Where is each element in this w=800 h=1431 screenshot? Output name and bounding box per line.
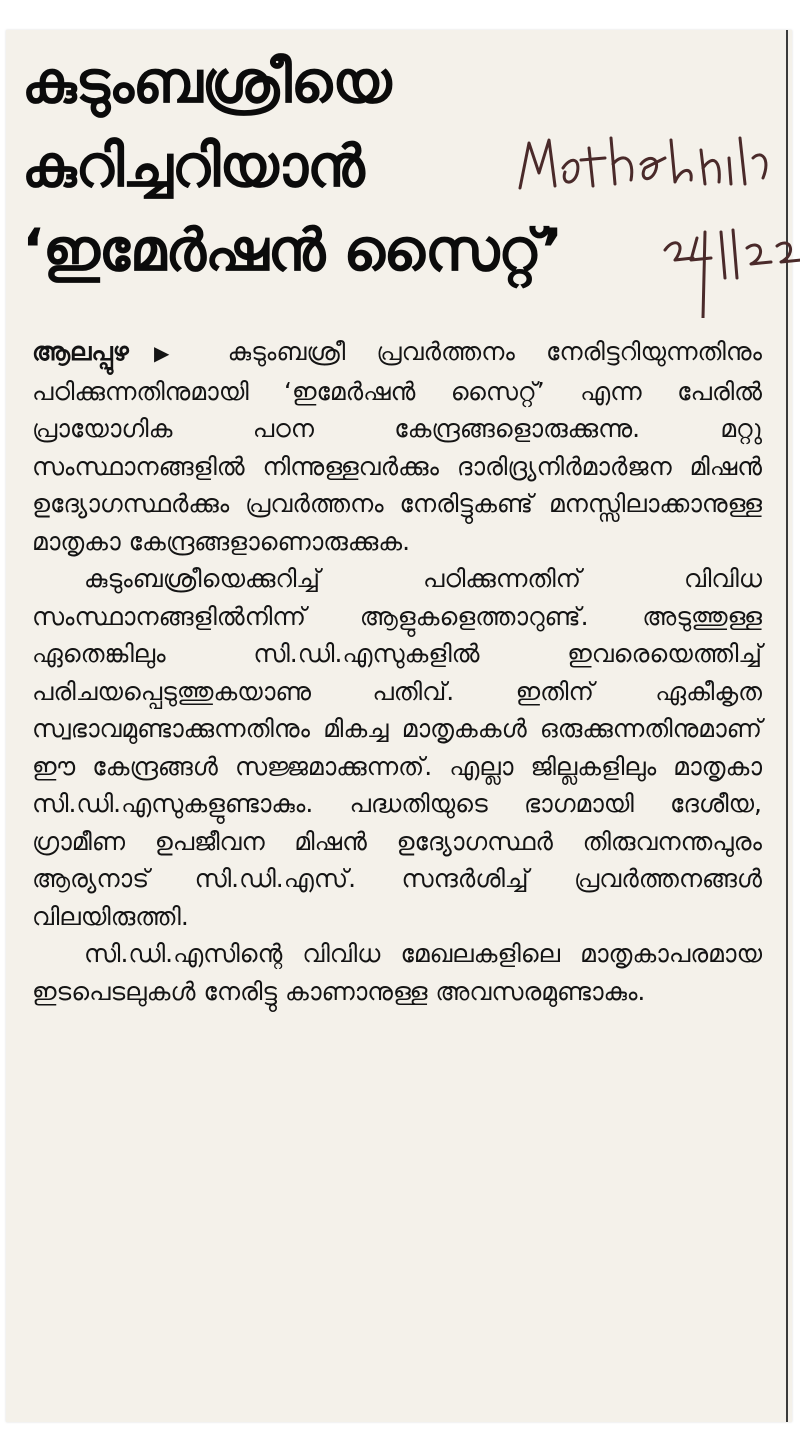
dateline: ആലപ്പുഴ — [32, 337, 129, 366]
headline — [22, 40, 582, 292]
article-body — [32, 333, 762, 1010]
headline-line-2: കുറിച്ചറിയാൻ — [22, 132, 364, 200]
paragraph-1 — [32, 333, 762, 560]
headline-line-3: ‘ഇമേർഷൻ സൈറ്റ്’ — [22, 216, 563, 284]
handwritten-annotation — [515, 128, 800, 318]
dateline-arrow-icon: ▶ — [130, 341, 193, 365]
paragraph-2: കുടുംബശ്രീയെക്കുറിച്ച് പഠിക്കുന്നതിന് വിവിധ സംസ്ഥാനങ്ങളിൽനിന്ന് ആളുകളെത്താറുണ്ട്. അടുത്തുള്ള ഏതെങ്കിലും സി.ഡി.എസുകളിൽ ഇവരെയെത്തിച്ച് പരിചയപ്പെടുത്തുകയാണു പതിവ്. ഇതിന് ഏകീകൃത സ്വഭാവമുണ്ടാക്കുന്നതിനും മികച്ച മാതൃകകൾ ഒരുക്കുന്നതിനുമാണ് ഈ കേന്ദ്രങ്ങൾ സജ്ജമാക്കുന്നത്. എല്ലാ ജില്ലകളിലും മാതൃകാ സി.ഡി.എസുകളുണ്ടാകും. പദ്ധതിയുടെ ഭാഗമായി ദേശീയ, ഗ്രാമീണ ഉപജീവന മിഷൻ ഉദ്യോഗസ്ഥർ തിരുവനന്തപുരം ആര്യനാട് സി.ഡി.എസ്. സന്ദർശിച്ച് പ്രവർത്തനങ്ങൾ വിലയിരുത്തി. — [32, 564, 762, 931]
headline-line-1: കുടുംബശ്രീയെ — [22, 48, 391, 116]
paragraph-1-text: കുടുംബശ്രീ പ്രവർത്തനം നേരിട്ടറിയുന്നതിനും പഠിക്കുന്നതിനുമായി ‘ഇമേർഷൻ സൈറ്റ്’ എന്ന പേരിൽ പ്രായോഗിക പഠന കേന്ദ്രങ്ങളൊരുക്കുന്നു. മറ്റു സംസ്ഥാനങ്ങളിൽ നിന്നുള്ളവർക്കും ദാരിദ്ര്യനിർമാർജന മിഷൻ ഉദ്യോഗസ്ഥർക്കും പ്രവർത്തനം നേരിട്ടുകണ്ട് മനസ്സിലാക്കാനുള്ള മാതൃകാ കേന്ദ്രങ്ങളാണൊരുക്കുക. — [32, 337, 762, 556]
paragraph-3: സി.ഡി.എസിന്റെ വിവിധ മേഖലകളിലെ മാതൃകാപരമായ ഇടപെടലുകൾ നേരിട്ടു കാണാനുള്ള അവസരമുണ്ടാകും. — [32, 939, 762, 1006]
